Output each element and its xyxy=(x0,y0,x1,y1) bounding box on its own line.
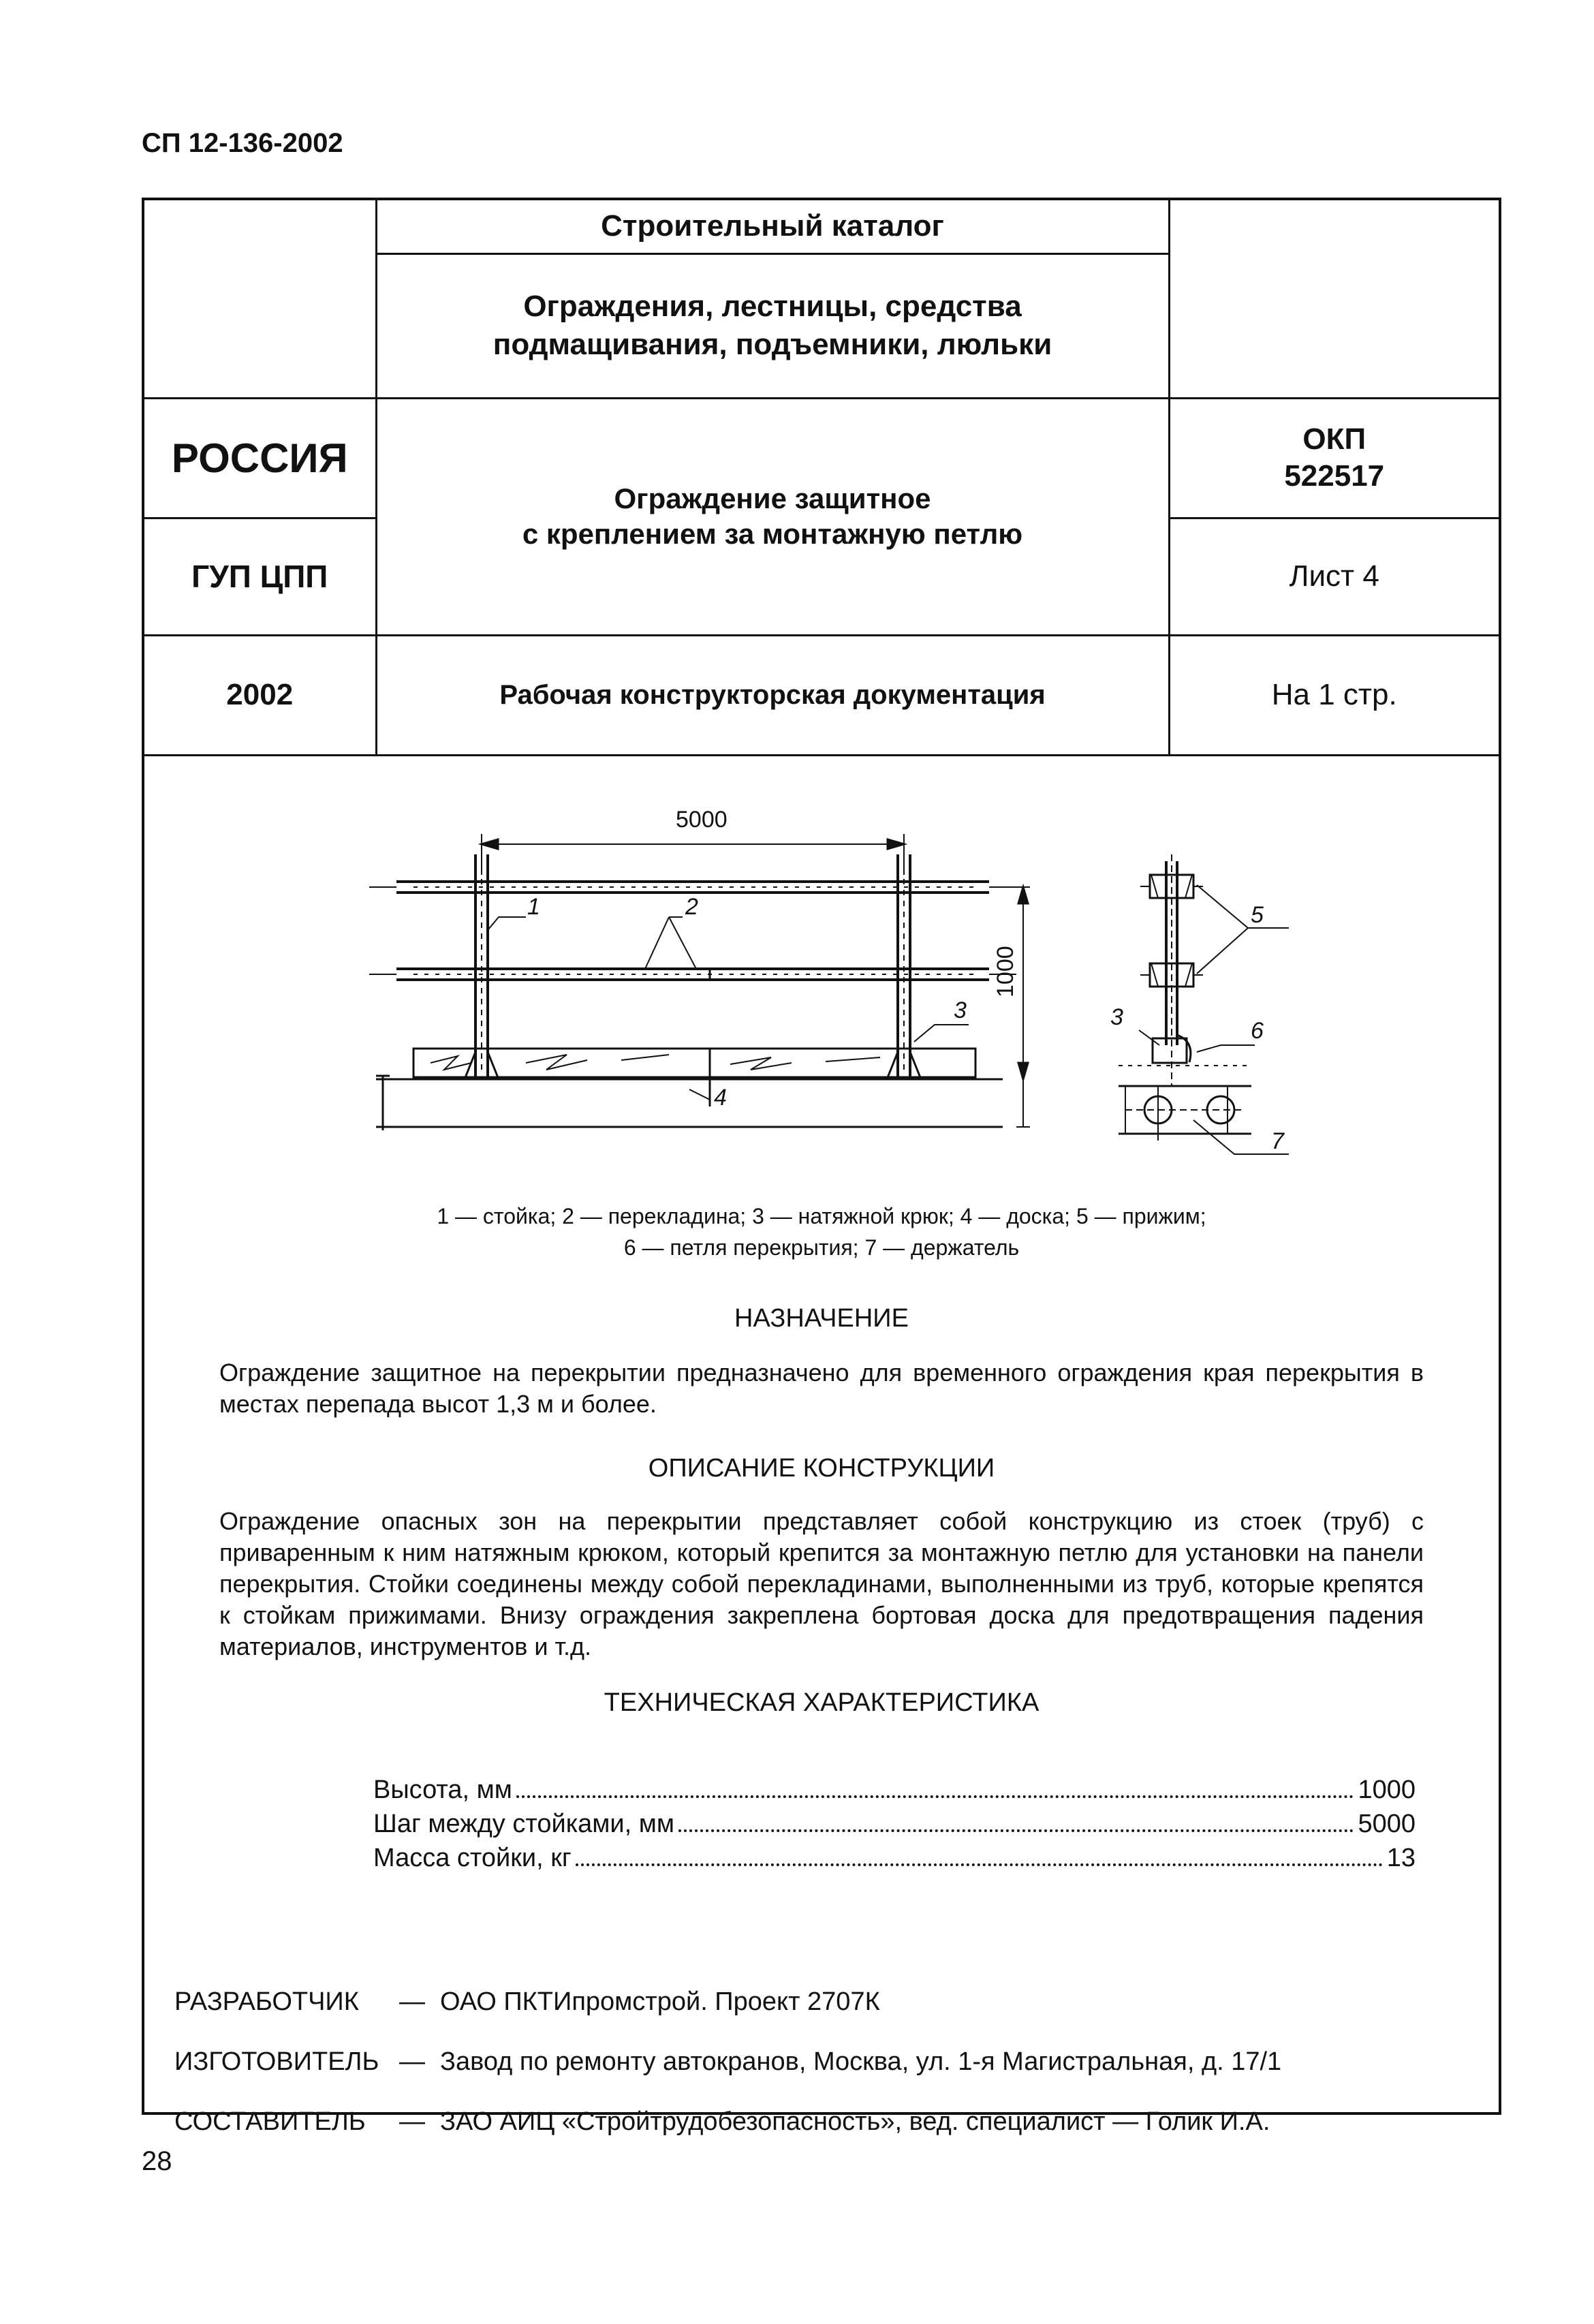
toe-board xyxy=(413,1049,975,1106)
top-rail xyxy=(369,882,1016,893)
credit-dash: — xyxy=(399,1987,425,2016)
spec-value: 1000 xyxy=(1358,1776,1416,1804)
category-line-1: Ограждения, лестницы, средства xyxy=(523,290,1022,323)
specs-list xyxy=(373,1773,1416,1875)
specs-title: ТЕХНИЧЕСКАЯ ХАРАКТЕРИСТИКА xyxy=(604,1688,1040,1717)
callout-7: 7 xyxy=(1271,1128,1284,1154)
spec-value: 5000 xyxy=(1358,1810,1416,1838)
guard-rail-drawing xyxy=(144,200,1499,1188)
spec-row xyxy=(373,1807,1416,1841)
category-line-2: подмащивания, подъемники, люльки xyxy=(493,328,1052,361)
credit-value: ЗАО АИЦ «Стройтрудобезопасность», вед. специалист — Голик И.А. xyxy=(440,2107,1270,2136)
product-line-1: Ограждение защитное xyxy=(614,482,931,514)
document-code: СП 12-136-2002 xyxy=(142,128,343,158)
spec-label: Масса стойки, кг xyxy=(373,1844,572,1872)
organization: ГУП ЦПП xyxy=(144,518,376,635)
credit-role: СОСТАВИТЕЛЬ xyxy=(174,2107,366,2136)
credit-value: Завод по ремонту автокранов, Москва, ул. 1-я Магистральная, д. 17/1 xyxy=(440,2047,1282,2076)
country: РОССИЯ xyxy=(144,398,376,518)
right-post xyxy=(887,854,921,1079)
callout-1: 1 xyxy=(527,894,540,920)
credit-role: ИЗГОТОВИТЕЛЬ xyxy=(174,2047,379,2076)
credits xyxy=(174,1972,1469,2152)
okp-code: 522517 xyxy=(1284,459,1385,493)
spec-row xyxy=(373,1773,1416,1807)
spec-leader-dots xyxy=(576,1863,1383,1866)
okp-label: ОКП xyxy=(1302,422,1366,456)
page-count: На 1 стр. xyxy=(1169,635,1499,755)
purpose-title: НАЗНАЧЕНИЕ xyxy=(734,1304,909,1333)
callout-5: 5 xyxy=(1251,902,1264,928)
catalog-sheet-frame xyxy=(142,198,1501,2136)
spec-label: Шаг между стойками, мм xyxy=(373,1810,675,1838)
spec-label: Высота, мм xyxy=(373,1776,512,1804)
callout-3-side: 3 xyxy=(1110,1004,1123,1030)
legend-line-1: 1 — стойка; 2 — перекладина; 3 — натяжной крюк; 4 — доска; 5 — прижим; xyxy=(437,1204,1206,1228)
left-post xyxy=(465,854,499,1079)
document-type: Рабочая конструкторская документация xyxy=(376,635,1169,755)
year: 2002 xyxy=(144,635,376,755)
page-number: 28 xyxy=(142,2146,172,2176)
side-leaders xyxy=(1139,885,1289,1154)
credit-row xyxy=(174,1972,1469,2032)
description-title: ОПИСАНИЕ КОНСТРУКЦИИ xyxy=(648,1454,995,1483)
floor-slab xyxy=(376,1076,1003,1130)
spec-leader-dots xyxy=(678,1829,1354,1832)
span-dimension-label: 5000 xyxy=(676,807,728,833)
credit-row xyxy=(174,2092,1469,2152)
credit-row xyxy=(174,2032,1469,2092)
catalog-title: Строительный каталог xyxy=(376,200,1169,253)
spec-leader-dots xyxy=(516,1795,1354,1798)
credit-dash: — xyxy=(399,2107,425,2136)
callout-6: 6 xyxy=(1251,1018,1264,1044)
callout-4: 4 xyxy=(714,1085,727,1111)
purpose-text: Ограждение защитное на перекрытии предназначено для временного ограждения края перекрытия в местах перепада высот 1,3 м и более. xyxy=(219,1359,1424,1418)
credit-value: ОАО ПКТИпромстрой. Проект 2707К xyxy=(440,1987,880,2016)
credit-dash: — xyxy=(399,2047,425,2076)
callout-3: 3 xyxy=(954,997,967,1023)
legend-line-2: 6 — петля перекрытия; 7 — держатель xyxy=(623,1235,1020,1260)
description-text: Ограждение опасных зон на перекрытии представляет собой конструкцию из стоек (труб) с приваренным к ним натяжным крюком, который крепится за монтажную петлю для установки на панели перекрытия. Стойки соединены между собой перекладинами, выполненными из труб, которые крепятся к стойкам прижимами. Внизу ограждения закреплена бортовая доска для предотвращения падения материалов, инструментов и т.д. xyxy=(219,1507,1424,1660)
credit-role: РАЗРАБОТЧИК xyxy=(174,1987,359,2016)
callout-2: 2 xyxy=(685,894,698,920)
span-dimension xyxy=(482,834,904,875)
middle-rail xyxy=(369,969,1016,980)
height-dimension-label: 1000 xyxy=(993,946,1018,997)
product-line-2: с креплением за монтажную петлю xyxy=(522,518,1023,550)
side-view xyxy=(1119,854,1251,1141)
height-dimension xyxy=(989,887,1030,1127)
spec-value: 13 xyxy=(1386,1844,1416,1872)
sheet-number: Лист 4 xyxy=(1169,518,1499,635)
drawing-legend xyxy=(144,1200,1499,1263)
spec-row xyxy=(373,1841,1416,1875)
